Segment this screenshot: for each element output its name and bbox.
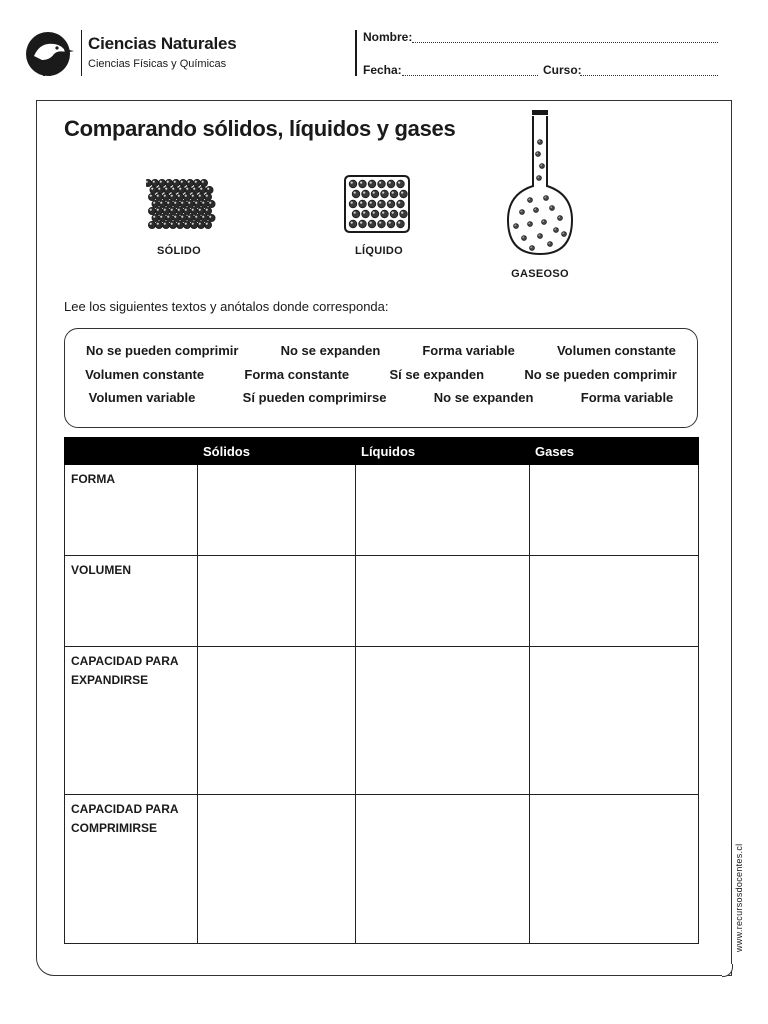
particle-highlight <box>207 188 209 190</box>
particle-highlight <box>536 152 537 153</box>
particle <box>148 221 155 228</box>
particle-highlight <box>360 222 362 224</box>
column-header-solids: Sólidos <box>198 438 356 465</box>
particle-highlight <box>164 209 166 211</box>
particle <box>371 210 379 218</box>
particle <box>349 180 357 188</box>
answer-cell[interactable] <box>530 465 699 556</box>
name-label: Nombre: <box>363 30 413 44</box>
form-divider <box>355 30 357 76</box>
particle-highlight <box>174 216 176 218</box>
particle-highlight <box>167 202 169 204</box>
particle <box>150 186 157 193</box>
page-title: Comparando sólidos, líquidos y gases <box>64 116 456 141</box>
particle <box>169 207 176 214</box>
particle-highlight <box>370 202 372 204</box>
particle <box>528 222 533 227</box>
particle <box>387 180 395 188</box>
particle <box>157 186 164 193</box>
particle <box>349 200 357 208</box>
row-label-volumen: VOLUMEN <box>65 555 198 646</box>
particle-highlight <box>185 209 187 211</box>
particle <box>387 220 395 228</box>
particle-highlight <box>540 164 541 165</box>
particle-highlight <box>160 202 162 204</box>
particle <box>536 152 541 157</box>
particle-highlight <box>179 188 181 190</box>
particle-highlight <box>195 181 197 183</box>
particle <box>204 193 211 200</box>
table-row <box>65 795 699 944</box>
brand-subtitle: Ciencias Físicas y Químicas <box>88 58 227 70</box>
word-bank-row <box>65 367 697 382</box>
particle-highlight <box>379 182 381 184</box>
particle <box>159 200 166 207</box>
particle-highlight <box>171 195 173 197</box>
particle-highlight <box>192 195 194 197</box>
answer-cell[interactable] <box>198 646 356 795</box>
answer-cell[interactable] <box>356 646 530 795</box>
particle-highlight <box>206 209 208 211</box>
particle-highlight <box>370 222 372 224</box>
particle <box>359 200 367 208</box>
particle-highlight <box>206 195 208 197</box>
word-item[interactable]: No se expanden <box>280 343 381 358</box>
word-bank <box>64 328 698 428</box>
particle-highlight <box>373 212 375 214</box>
row-label-expandirse: CAPACIDAD PARA EXPANDIRSE <box>65 646 198 795</box>
particle-highlight <box>379 222 381 224</box>
particle-highlight <box>185 195 187 197</box>
particle-highlight <box>534 208 535 209</box>
row-label-comprimirse: CAPACIDAD PARA COMPRIMIRSE <box>65 795 198 944</box>
particle <box>562 232 567 237</box>
particle <box>378 200 386 208</box>
particle-highlight <box>360 182 362 184</box>
gas-label: GASEOSO <box>511 268 569 280</box>
particle <box>548 242 553 247</box>
particle-highlight <box>195 216 197 218</box>
particle <box>550 206 555 211</box>
particle <box>397 220 405 228</box>
liquid-particles-icon <box>342 173 412 235</box>
particle-highlight <box>398 202 400 204</box>
particle <box>169 193 176 200</box>
particle-highlight <box>153 181 155 183</box>
table-row <box>65 465 699 556</box>
particle-highlight <box>392 212 394 214</box>
comparison-table <box>64 437 699 944</box>
particle-highlight <box>538 140 539 141</box>
particle <box>183 207 190 214</box>
particle <box>390 210 398 218</box>
particle-highlight <box>389 202 391 204</box>
particle-highlight <box>379 202 381 204</box>
particle <box>352 190 360 198</box>
particle-highlight <box>164 223 166 225</box>
particle-highlight <box>544 196 545 197</box>
particle-highlight <box>150 195 152 197</box>
particle <box>148 207 155 214</box>
particle <box>522 236 527 241</box>
particle <box>362 190 370 198</box>
particle <box>162 193 169 200</box>
particle <box>178 186 185 193</box>
particle-highlight <box>382 212 384 214</box>
bird-logo-icon <box>24 30 76 78</box>
particle-highlight <box>151 188 153 190</box>
particle <box>359 180 367 188</box>
particle-highlight <box>209 202 211 204</box>
particle-highlight <box>157 223 159 225</box>
particle <box>537 176 542 181</box>
particle-highlight <box>514 224 515 225</box>
particle-highlight <box>199 209 201 211</box>
particle <box>204 207 211 214</box>
particle-highlight <box>562 232 563 233</box>
particle <box>185 186 192 193</box>
particle <box>190 221 197 228</box>
particle-highlight <box>528 222 529 223</box>
site-url: www.recursosdocentes.cl <box>734 843 744 952</box>
column-header-gases: Gases <box>530 438 699 465</box>
particle <box>164 186 171 193</box>
particle <box>173 214 180 221</box>
particle <box>183 193 190 200</box>
particle <box>400 190 408 198</box>
particle-highlight <box>202 181 204 183</box>
particle <box>538 234 543 239</box>
name-field[interactable] <box>412 42 718 43</box>
particle <box>187 214 194 221</box>
table-row <box>65 555 699 646</box>
word-item[interactable]: Sí pueden comprimirse <box>242 390 387 405</box>
particle <box>520 210 525 215</box>
particle-highlight <box>178 209 180 211</box>
liquid-label: LÍQUIDO <box>355 245 403 257</box>
particle <box>397 200 405 208</box>
particle-highlight <box>206 223 208 225</box>
particle <box>166 200 173 207</box>
particle <box>146 179 152 186</box>
particle-highlight <box>389 182 391 184</box>
particle <box>148 193 155 200</box>
particle <box>194 214 201 221</box>
particle <box>359 220 367 228</box>
particle <box>162 221 169 228</box>
answer-cell[interactable] <box>530 555 699 646</box>
particle <box>206 186 213 193</box>
particle-highlight <box>160 181 162 183</box>
particle <box>162 207 169 214</box>
word-item[interactable]: Forma constante <box>244 367 350 382</box>
answer-cell[interactable] <box>198 555 356 646</box>
solid-particles-icon <box>146 177 216 233</box>
particle-highlight <box>195 202 197 204</box>
particle <box>352 210 360 218</box>
particle <box>166 214 173 221</box>
particle <box>155 207 162 214</box>
particle-highlight <box>351 222 353 224</box>
particle-highlight <box>164 195 166 197</box>
particle-highlight <box>382 192 384 194</box>
particle-highlight <box>363 212 365 214</box>
particle <box>152 200 159 207</box>
particle <box>204 221 211 228</box>
particle-highlight <box>181 202 183 204</box>
particle <box>171 186 178 193</box>
particle-highlight <box>398 222 400 224</box>
particle-highlight <box>354 192 356 194</box>
particle <box>165 179 172 186</box>
particle-highlight <box>373 192 375 194</box>
particle-highlight <box>363 192 365 194</box>
particle-highlight <box>192 223 194 225</box>
particle <box>192 186 199 193</box>
particle <box>201 214 208 221</box>
word-item[interactable]: No se pueden comprimir <box>524 367 677 382</box>
particle <box>152 214 159 221</box>
particle <box>514 224 519 229</box>
particle <box>193 179 200 186</box>
particle-highlight <box>167 216 169 218</box>
particle <box>201 200 208 207</box>
particle <box>183 221 190 228</box>
particle <box>208 200 215 207</box>
particle <box>362 210 370 218</box>
particle <box>199 186 206 193</box>
particle-highlight <box>188 216 190 218</box>
particle-highlight <box>157 195 159 197</box>
particle-highlight <box>160 216 162 218</box>
particle <box>558 216 563 221</box>
particle-highlight <box>192 209 194 211</box>
particle <box>368 200 376 208</box>
particle <box>197 221 204 228</box>
particle-highlight <box>200 188 202 190</box>
answer-cell[interactable] <box>198 465 356 556</box>
particle <box>197 207 204 214</box>
answer-cell[interactable] <box>198 795 356 944</box>
particle <box>180 200 187 207</box>
particle <box>194 200 201 207</box>
solid-label: SÓLIDO <box>157 245 201 257</box>
word-item[interactable]: Volumen variable <box>88 390 196 405</box>
particle-highlight <box>389 222 391 224</box>
particle-highlight <box>550 206 551 207</box>
answer-cell[interactable] <box>356 795 530 944</box>
particle-highlight <box>548 242 549 243</box>
table-row <box>65 646 699 795</box>
particle-highlight <box>554 228 555 229</box>
particle-highlight <box>178 195 180 197</box>
particle <box>176 221 183 228</box>
particle-highlight <box>522 236 523 237</box>
table-header-row <box>65 438 699 465</box>
particle-highlight <box>153 202 155 204</box>
particle <box>400 210 408 218</box>
particle-highlight <box>398 182 400 184</box>
particle <box>368 220 376 228</box>
row-label-forma: FORMA <box>65 465 198 556</box>
particle <box>381 190 389 198</box>
particle-highlight <box>181 216 183 218</box>
particle-highlight <box>150 223 152 225</box>
particle-highlight <box>165 188 167 190</box>
answer-cell[interactable] <box>356 465 530 556</box>
particle <box>378 220 386 228</box>
particle <box>155 221 162 228</box>
particle-highlight <box>392 192 394 194</box>
particle-highlight <box>150 209 152 211</box>
particle-highlight <box>171 209 173 211</box>
particle <box>528 198 533 203</box>
particle-highlight <box>209 216 211 218</box>
column-header <box>65 438 198 465</box>
word-item[interactable]: Volumen constante <box>556 343 676 358</box>
particle-highlight <box>167 181 169 183</box>
particle <box>179 179 186 186</box>
particle <box>542 220 547 225</box>
particle <box>197 193 204 200</box>
brand-divider <box>81 30 82 76</box>
particle-highlight <box>157 209 159 211</box>
word-item[interactable]: Forma variable <box>580 390 674 405</box>
particle <box>180 214 187 221</box>
particle <box>390 190 398 198</box>
particle <box>530 246 535 251</box>
particle-highlight <box>199 223 201 225</box>
gas-flask-icon <box>502 108 578 260</box>
course-label: Curso: <box>543 63 582 77</box>
particle-highlight <box>193 188 195 190</box>
particle <box>187 200 194 207</box>
particle <box>155 193 162 200</box>
particle <box>538 140 543 145</box>
particle-highlight <box>558 216 559 217</box>
particle <box>371 190 379 198</box>
particle-highlight <box>401 192 403 194</box>
instruction-text: Lee los siguientes textos y anótalos donde corresponda: <box>64 299 389 314</box>
particle-highlight <box>158 188 160 190</box>
particle <box>190 207 197 214</box>
particle <box>534 208 539 213</box>
particle-highlight <box>186 188 188 190</box>
particle <box>397 180 405 188</box>
particle-highlight <box>174 181 176 183</box>
date-field[interactable] <box>402 75 538 76</box>
word-item[interactable]: No se expanden <box>433 390 534 405</box>
answer-cell[interactable] <box>530 646 699 795</box>
word-item[interactable]: Sí se expanden <box>389 367 485 382</box>
particle-highlight <box>351 182 353 184</box>
particle-highlight <box>360 202 362 204</box>
date-label: Fecha: <box>363 63 402 77</box>
particle <box>368 180 376 188</box>
particle-highlight <box>185 223 187 225</box>
particle-highlight <box>530 246 531 247</box>
particle-highlight <box>370 182 372 184</box>
particle-highlight <box>181 181 183 183</box>
particle <box>540 164 545 169</box>
particle-highlight <box>528 198 529 199</box>
particle <box>173 200 180 207</box>
particle-highlight <box>537 176 538 177</box>
particle-highlight <box>188 181 190 183</box>
particle <box>169 221 176 228</box>
particle <box>387 200 395 208</box>
particle-highlight <box>351 202 353 204</box>
word-bank-row <box>65 390 697 405</box>
particle-highlight <box>199 195 201 197</box>
brand-title: Ciencias Naturales <box>88 34 237 53</box>
particle-highlight <box>153 216 155 218</box>
particle-highlight <box>542 220 543 221</box>
particle <box>151 179 158 186</box>
word-bank-row <box>65 343 697 358</box>
particle <box>378 180 386 188</box>
particle <box>381 210 389 218</box>
particle <box>176 193 183 200</box>
particle-highlight <box>174 202 176 204</box>
particle-highlight <box>520 210 521 211</box>
particle-highlight <box>178 223 180 225</box>
particle <box>349 220 357 228</box>
word-item[interactable]: Volumen constante <box>85 367 205 382</box>
column-header-liquids: Líquidos <box>356 438 530 465</box>
particle <box>158 179 165 186</box>
particle <box>554 228 559 233</box>
particle <box>200 179 207 186</box>
particle <box>190 193 197 200</box>
particle-highlight <box>354 212 356 214</box>
particle-highlight <box>202 216 204 218</box>
particle-highlight <box>401 212 403 214</box>
particle-highlight <box>202 202 204 204</box>
particle <box>186 179 193 186</box>
particle <box>159 214 166 221</box>
answer-cell[interactable] <box>530 795 699 944</box>
answer-cell[interactable] <box>356 555 530 646</box>
particle-highlight <box>171 223 173 225</box>
particle <box>208 214 215 221</box>
particle <box>172 179 179 186</box>
particle <box>176 207 183 214</box>
particle-highlight <box>538 234 539 235</box>
course-field[interactable] <box>580 75 718 76</box>
word-item[interactable]: No se pueden comprimir <box>86 343 239 358</box>
particle <box>544 196 549 201</box>
particle-highlight <box>172 188 174 190</box>
word-item[interactable]: Forma variable <box>422 343 515 358</box>
particle-highlight <box>188 202 190 204</box>
